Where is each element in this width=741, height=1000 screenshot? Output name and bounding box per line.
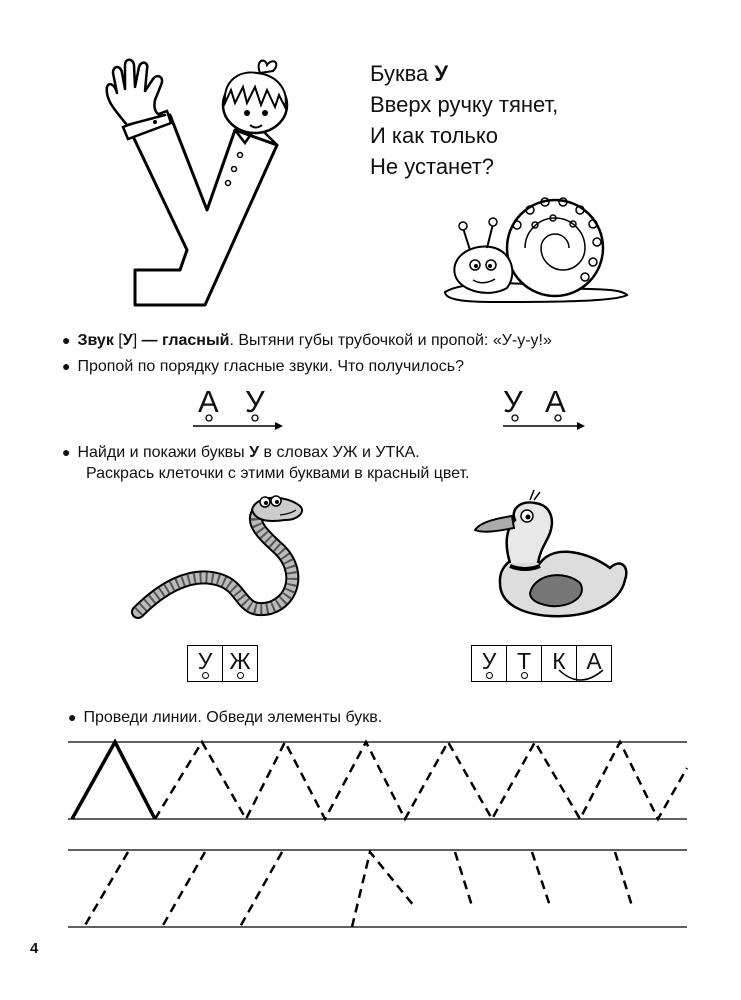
scheme-arrow (503, 414, 585, 430)
word-cells-uzh (187, 645, 258, 682)
tracing-zigzag[interactable] (60, 738, 692, 828)
bullet-sound-vowel: ● Звук [У] — гласный. Вытяни губы трубочкой и пропой: «У-у-у!» (62, 332, 552, 349)
poem-letter: У (434, 61, 449, 86)
vowel-mark (237, 672, 244, 679)
vowel-mark (486, 672, 493, 679)
poem-line-1: Буква У (370, 61, 449, 86)
poem-line-3: И как только (370, 123, 498, 148)
sound-scheme-ua (503, 384, 585, 432)
bullet-find-letters-line2: Раскрась клеточки с этими буквами в красный цвет. (86, 465, 470, 482)
scheme-letter: А (198, 384, 219, 419)
sound-scheme-au (193, 384, 283, 432)
bullet-dot: ● (68, 709, 77, 725)
scheme-arrow (193, 414, 283, 430)
duck-illustration (470, 488, 635, 628)
bullet-dot: ● (62, 444, 71, 460)
vowel-mark (521, 672, 528, 679)
letter-cell[interactable]: А (586, 648, 602, 674)
bullet-dot: ● (62, 332, 71, 348)
vowel-mark (202, 672, 209, 679)
letter-cell[interactable]: У (472, 646, 507, 681)
bullet-dot: ● (62, 358, 71, 374)
letter-u-girl-illustration (95, 55, 310, 315)
scheme-letter: У (245, 384, 265, 419)
bullet-find-letters: ● Найди и покажи буквы У в словах УЖ и УТКА. (62, 444, 420, 461)
bullet-draw-lines: ● Проведи линии. Обведи элементы букв. (68, 709, 383, 726)
tracing-slants[interactable] (60, 846, 692, 936)
bullet-sing-vowels: ● Пропой по порядку гласные звуки. Что получилось? (62, 358, 464, 375)
letter-cell[interactable]: Т (507, 646, 542, 681)
poem (370, 58, 558, 182)
snail-illustration (435, 180, 635, 310)
letter-cell[interactable]: Ж (223, 646, 257, 681)
snake-illustration (130, 490, 310, 625)
letter-cell[interactable]: К (542, 646, 577, 681)
poem-line-4: Не устанет? (370, 154, 495, 179)
poem-line-2: Вверх ручку тянет, (370, 92, 559, 117)
syllable-arc (545, 668, 615, 684)
scheme-letter: А (545, 384, 566, 419)
scheme-letter: У (503, 384, 523, 419)
page-number: 4 (30, 940, 39, 957)
letter-cell[interactable]: У (188, 646, 223, 681)
